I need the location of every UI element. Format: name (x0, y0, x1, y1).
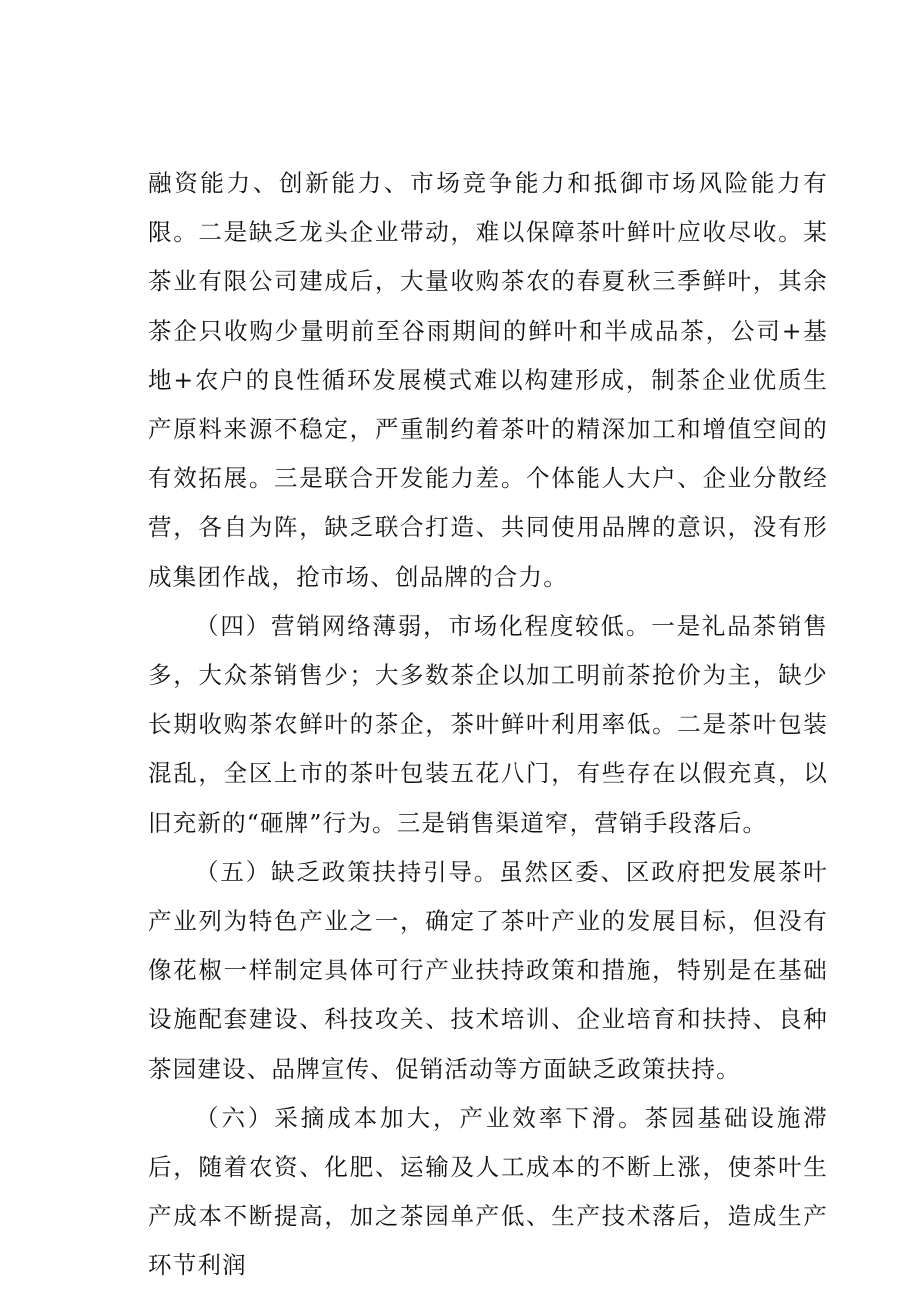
paragraph-section-5: （五）缺乏政策扶持引导。虽然区委、区政府把发展茶叶产业列为特色产业之一，确定了茶叶产业的发展目标，但没有像花椒一样制定具体可行产业扶持政策和措施，特别是在基础设施配套建设、科技攻关、技术培训、企业培育和扶持、良种茶园建设、品牌宣传、促销活动等方面缺乏政策扶持。 (148, 857, 828, 1083)
document-body (148, 159, 828, 1291)
paragraph-section-6: （六）采摘成本加大，产业效率下滑。茶园基础设施滞后，随着农资、化肥、运输及人工成本的不断上涨，使茶叶生产成本不断提高，加之茶园单产低、生产技术落后，造成生产环节利润 (148, 1103, 828, 1280)
paragraph-continuation: 融资能力、创新能力、市场竞争能力和抵御市场风险能力有限。二是缺乏龙头企业带动，难以保障茶叶鲜叶应收尽收。某茶业有限公司建成后，大量收购茶农的春夏秋三季鲜叶，其余茶企只收购少量明前至谷雨期间的鲜叶和半成品茶，公司+基地+农户的良性循环发展模式难以构建形成，制茶企业优质生产原料来源不稳定，严重制约着茶叶的精深加工和增值空间的有效拓展。三是联合开发能力差。个体能人大户、企业分散经营，各自为阵，缺乏联合打造、共同使用品牌的意识，没有形成集团作战，抢市场、创品牌的合力。 (148, 169, 828, 591)
paragraph-section-4: （四）营销网络薄弱，市场化程度较低。一是礼品茶销售多，大众茶销售少；大多数茶企以加工明前茶抢价为主，缺少长期收购茶农鲜叶的茶企，茶叶鲜叶利用率低。二是茶叶包装混乱，全区上市的茶叶包装五花八门，有些存在以假充真，以旧充新的“砸牌”行为。三是销售渠道窄，营销手段落后。 (148, 611, 828, 837)
